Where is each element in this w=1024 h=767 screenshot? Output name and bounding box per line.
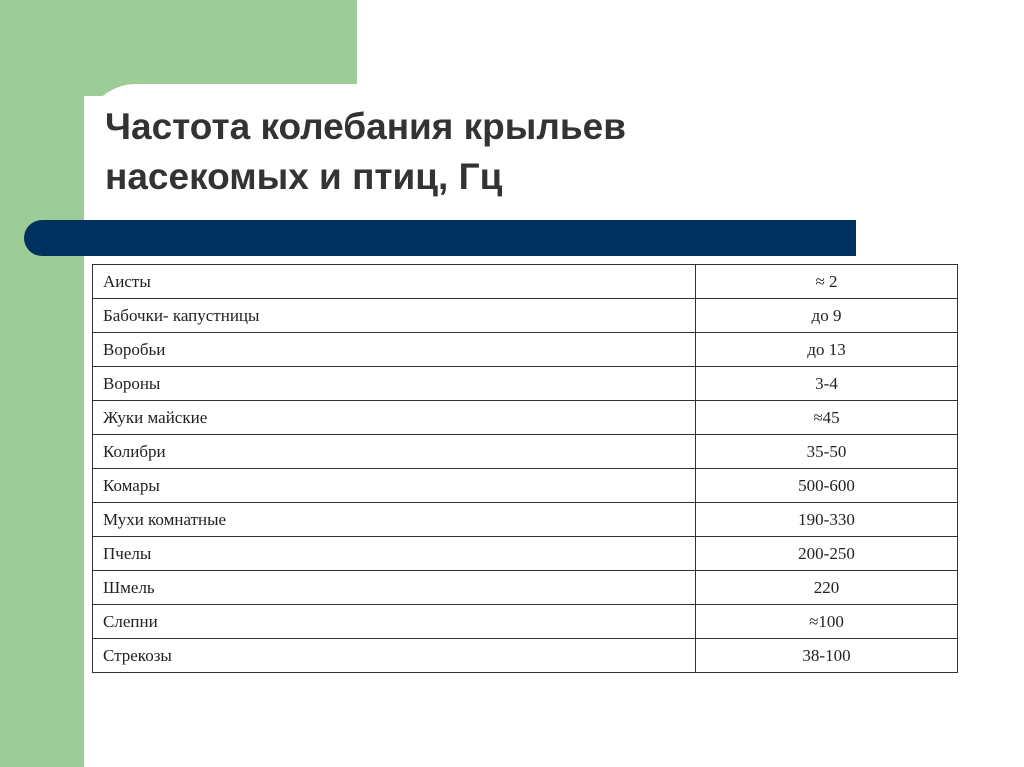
row-frequency-cell: 500-600 <box>696 469 958 503</box>
table-row <box>93 503 958 537</box>
row-frequency-cell: 200-250 <box>696 537 958 571</box>
row-frequency-cell: 190-330 <box>696 503 958 537</box>
row-species-cell: Комары <box>93 469 696 503</box>
row-species-cell: Аисты <box>93 265 696 299</box>
row-species-cell: Мухи комнатные <box>93 503 696 537</box>
row-species-cell: Вороны <box>93 367 696 401</box>
row-frequency-cell: 3-4 <box>696 367 958 401</box>
table-row <box>93 435 958 469</box>
table-row <box>93 469 958 503</box>
row-frequency-cell: 38-100 <box>696 639 958 673</box>
slide-title-line-2: насекомых и птиц, Гц <box>105 156 503 197</box>
table-row <box>93 571 958 605</box>
table-row <box>93 299 958 333</box>
table-row <box>93 537 958 571</box>
row-species-cell: Пчелы <box>93 537 696 571</box>
slide-title <box>105 102 865 202</box>
green-left-strip <box>0 0 84 767</box>
table-row <box>93 333 958 367</box>
row-species-cell: Колибри <box>93 435 696 469</box>
row-species-cell: Жуки майские <box>93 401 696 435</box>
row-frequency-cell: 35-50 <box>696 435 958 469</box>
row-frequency-cell: ≈45 <box>696 401 958 435</box>
row-species-cell: Слепни <box>93 605 696 639</box>
accent-bar <box>24 220 856 256</box>
row-species-cell: Стрекозы <box>93 639 696 673</box>
row-frequency-cell: ≈ 2 <box>696 265 958 299</box>
row-species-cell: Воробьи <box>93 333 696 367</box>
table-row <box>93 605 958 639</box>
row-frequency-cell: 220 <box>696 571 958 605</box>
row-species-cell: Бабочки- капустницы <box>93 299 696 333</box>
table-row <box>93 639 958 673</box>
row-species-cell: Шмель <box>93 571 696 605</box>
row-frequency-cell: до 9 <box>696 299 958 333</box>
wing-frequency-table <box>92 264 958 673</box>
table-body <box>93 265 958 673</box>
row-frequency-cell: ≈100 <box>696 605 958 639</box>
table-row <box>93 265 958 299</box>
table-row <box>93 367 958 401</box>
slide-title-line-1: Частота колебания крыльев <box>105 106 626 147</box>
table-row <box>93 401 958 435</box>
row-frequency-cell: до 13 <box>696 333 958 367</box>
